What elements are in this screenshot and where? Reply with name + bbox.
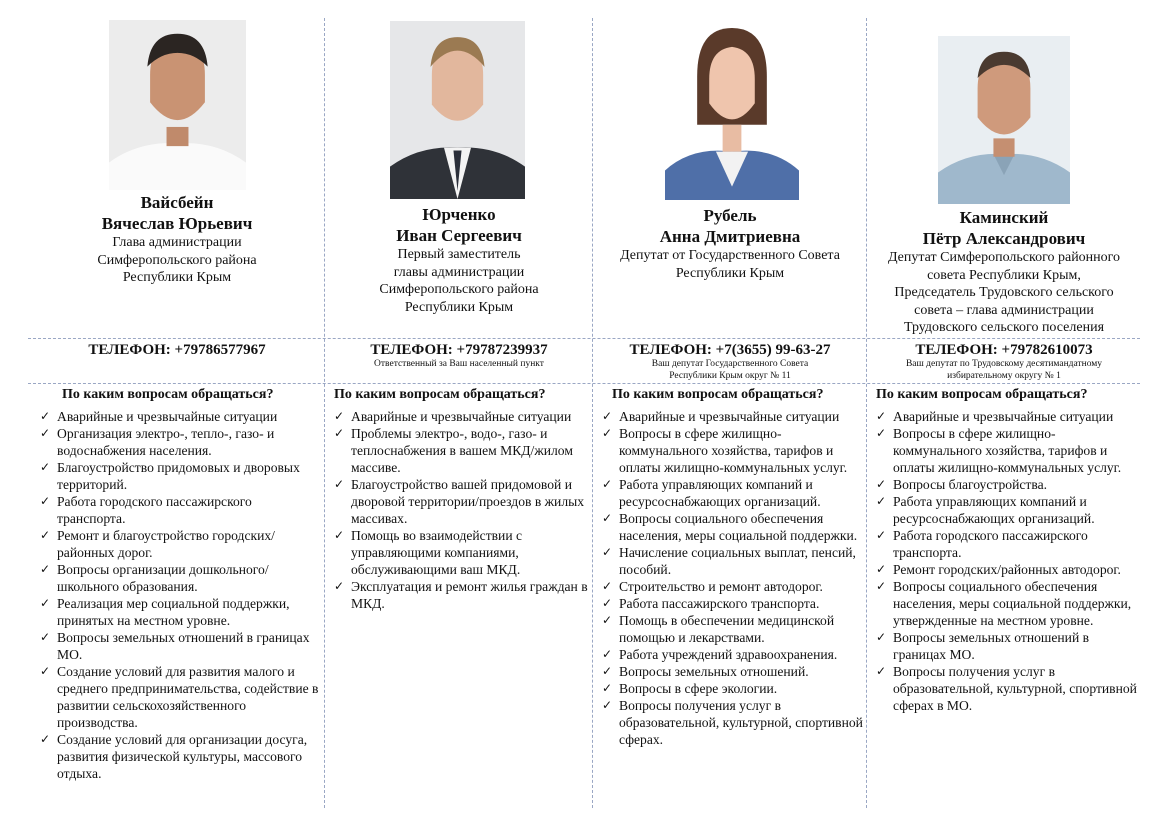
question-item (334, 425, 588, 476)
checkmark-icon: ✓ (602, 545, 613, 559)
checkmark-icon: ✓ (602, 426, 613, 440)
official-role-line: Республики Крым (404, 299, 514, 315)
official-role-line: Депутат Симферопольского районного (887, 250, 1121, 265)
question-item-text: Аварийные и чрезвычайные ситуации (893, 409, 1114, 424)
official-role-line: Депутат от Государственного Совета (620, 248, 840, 263)
official-card-kaminsky (868, 0, 1140, 827)
question-item (876, 629, 1138, 663)
checkmark-icon: ✓ (876, 630, 887, 644)
portrait-photo (938, 36, 1070, 204)
questions-list (602, 408, 864, 748)
checkmark-icon: ✓ (876, 562, 887, 576)
question-item-text: Работа управляющих компаний и ресурсоснабжающих организаций. (619, 477, 821, 509)
question-item (40, 731, 320, 782)
questions-list (40, 408, 320, 782)
official-role-line: Трудовского сельского поселения (903, 320, 1105, 335)
column-divider (866, 18, 867, 808)
question-item-text: Благоустройство вашей придомовой и дворовой территории/проездов в жилых массивах. (351, 477, 585, 526)
question-item-text: Организация электро-, тепло-, газо- и водоснабжения населения. (57, 426, 275, 458)
checkmark-icon: ✓ (876, 409, 887, 423)
question-item-text: Проблемы электро-, водо-, газо- и теплоснабжения в вашем МКД/жилом массиве. (351, 426, 573, 475)
checkmark-icon: ✓ (876, 426, 887, 440)
question-item-text: Эксплуатация и ремонт жилья граждан в МКД. (351, 579, 588, 611)
question-item (602, 578, 864, 595)
questions-list (334, 408, 588, 612)
checkmark-icon: ✓ (602, 681, 613, 695)
question-item (334, 578, 588, 612)
question-item-text: Начисление социальных выплат, пенсий, пособий. (619, 545, 856, 577)
checkmark-icon: ✓ (334, 426, 345, 440)
question-item-text: Строительство и ремонт автодорог. (619, 579, 823, 594)
question-item (602, 646, 864, 663)
checkmark-icon: ✓ (40, 630, 51, 644)
checkmark-icon: ✓ (334, 528, 345, 542)
official-role-line: Глава администрации (112, 235, 242, 250)
question-item (334, 476, 588, 527)
official-role-line: Первый заместитель (397, 247, 521, 262)
question-item-text: Помощь во взаимодействии с управляющими компаниями, обслуживающими ваш МКД. (351, 528, 523, 577)
official-role-line: Симферопольского района (379, 282, 539, 297)
question-item (602, 476, 864, 510)
question-item (876, 493, 1138, 527)
question-item-text: Вопросы социального обеспечения населения, меры социальной поддержки. (619, 511, 858, 543)
question-item (602, 408, 864, 425)
question-item-text: Работа городского пассажирского транспорта. (57, 494, 252, 526)
checkmark-icon: ✓ (602, 511, 613, 525)
questions-list (876, 408, 1138, 714)
official-role-line: Республики Крым (675, 265, 785, 281)
question-item (602, 544, 864, 578)
question-item (602, 680, 864, 697)
portrait-photo (109, 20, 246, 190)
question-item (602, 663, 864, 680)
question-item-text: Вопросы земельных отношений. (619, 664, 809, 679)
question-item (40, 629, 320, 663)
question-item-text: Аварийные и чрезвычайные ситуации (619, 409, 840, 424)
official-role-line: совета – глава администрации (914, 302, 1094, 318)
question-item-text: Вопросы земельных отношений в границах МО. (893, 630, 1090, 662)
question-item-text: Работа пассажирского транспорта. (619, 596, 820, 611)
question-item (40, 663, 320, 731)
questions-heading: По каким вопросам обращаться? (876, 387, 1088, 402)
checkmark-icon: ✓ (40, 664, 51, 678)
question-item (40, 561, 320, 595)
phone-number: ТЕЛЕФОН: +79786577967 (88, 342, 266, 358)
official-role-line: главы администрации (393, 264, 525, 280)
official-role-line: совета Республики Крым, (927, 267, 1081, 283)
question-item-text: Вопросы благоустройства. (893, 477, 1047, 492)
checkmark-icon: ✓ (876, 494, 887, 508)
checkmark-icon: ✓ (40, 596, 51, 610)
phone-note: Ваш депутат Государственного Совета Республики Крым округ № 11 (651, 359, 809, 381)
official-role-line: Председатель Трудовского сельского (894, 285, 1114, 300)
phone-note: Ответственный за Ваш населенный пункт (374, 359, 544, 369)
checkmark-icon: ✓ (40, 732, 51, 746)
checkmark-icon: ✓ (876, 579, 887, 593)
question-item-text: Вопросы земельных отношений в границах МО. (57, 630, 310, 662)
question-item (40, 527, 320, 561)
question-item (876, 663, 1138, 714)
checkmark-icon: ✓ (602, 579, 613, 593)
question-item-text: Ремонт городских/районных автодорог. (893, 562, 1121, 577)
question-item (40, 493, 320, 527)
official-card-vaisbein (30, 0, 324, 827)
question-item (602, 697, 864, 748)
questions-heading: По каким вопросам обращаться? (612, 387, 824, 402)
checkmark-icon: ✓ (876, 664, 887, 678)
checkmark-icon: ✓ (602, 647, 613, 661)
questions-heading: По каким вопросам обращаться? (62, 387, 274, 402)
checkmark-icon: ✓ (40, 426, 51, 440)
official-surname: Рубель (703, 206, 757, 225)
checkmark-icon: ✓ (602, 477, 613, 491)
question-item-text: Вопросы социального обеспечения населения, меры социальной поддержки, утвержденные на местном уровне. (893, 579, 1132, 628)
question-item (876, 561, 1138, 578)
question-item (602, 595, 864, 612)
question-item-text: Вопросы в сфере жилищно-коммунального хозяйства, тарифов и оплаты жилищно-коммунальных услуг. (619, 426, 848, 475)
question-item (334, 408, 588, 425)
portrait-photo (390, 21, 525, 199)
official-given-name: Иван Сергеевич (396, 226, 522, 245)
question-item (876, 578, 1138, 629)
phone-number: ТЕЛЕФОН: +7(3655) 99-63-27 (629, 342, 831, 358)
question-item (602, 425, 864, 476)
question-item (602, 510, 864, 544)
official-card-rubel (594, 0, 866, 827)
question-item-text: Вопросы в сфере жилищно-коммунального хозяйства, тарифов и оплаты жилищно-коммунальных услуг. (893, 426, 1122, 475)
question-item (40, 408, 320, 425)
checkmark-icon: ✓ (334, 409, 345, 423)
portrait-photo (665, 20, 799, 200)
official-surname: Юрченко (422, 205, 496, 224)
question-item (40, 459, 320, 493)
question-item (334, 527, 588, 578)
question-item-text: Работа управляющих компаний и ресурсоснабжающих организаций. (893, 494, 1095, 526)
checkmark-icon: ✓ (334, 579, 345, 593)
phone-number: ТЕЛЕФОН: +79787239937 (370, 342, 548, 358)
official-card-yurchenko (326, 0, 592, 827)
checkmark-icon: ✓ (40, 562, 51, 576)
checkmark-icon: ✓ (602, 664, 613, 678)
question-item-text: Вопросы получения услуг в образовательной, культурной, спортивной сферах. (619, 698, 863, 747)
question-item (40, 595, 320, 629)
checkmark-icon: ✓ (602, 409, 613, 423)
official-role-line: Республики Крым (122, 270, 232, 285)
question-item-text: Работа городского пассажирского транспорта. (893, 528, 1088, 560)
question-item-text: Благоустройство придомовых и дворовых территорий. (57, 460, 300, 492)
checkmark-icon: ✓ (334, 477, 345, 491)
question-item-text: Вопросы получения услуг в образовательной, культурной, спортивной сферах в МО. (893, 664, 1137, 713)
question-item (876, 425, 1138, 476)
checkmark-icon: ✓ (40, 494, 51, 508)
checkmark-icon: ✓ (876, 528, 887, 542)
question-item-text: Создание условий для организации досуга, развития физической культуры, массового отдыха. (57, 732, 308, 781)
official-role-line: Симферопольского района (97, 252, 257, 268)
question-item-text: Реализация мер социальной поддержки, принятых на местном уровне. (57, 596, 290, 628)
checkmark-icon: ✓ (876, 477, 887, 491)
checkmark-icon: ✓ (40, 528, 51, 542)
official-surname: Каминский (959, 208, 1049, 227)
official-surname: Вайсбейн (140, 193, 214, 212)
question-item-text: Помощь в обеспечении медицинской помощью и лекарствами. (619, 613, 835, 645)
question-item (602, 612, 864, 646)
question-item-text: Аварийные и чрезвычайные ситуации (57, 409, 278, 424)
column-divider (592, 18, 593, 808)
question-item-text: Аварийные и чрезвычайные ситуации (351, 409, 572, 424)
checkmark-icon: ✓ (602, 698, 613, 712)
checkmark-icon: ✓ (602, 613, 613, 627)
question-item (876, 408, 1138, 425)
checkmark-icon: ✓ (40, 409, 51, 423)
phone-number: ТЕЛЕФОН: +79782610073 (915, 342, 1093, 358)
question-item-text: Работа учреждений здравоохранения. (619, 647, 838, 662)
question-item (40, 425, 320, 459)
questions-heading: По каким вопросам обращаться? (334, 387, 546, 402)
checkmark-icon: ✓ (602, 596, 613, 610)
official-given-name: Анна Дмитриевна (659, 227, 801, 246)
question-item-text: Вопросы в сфере экологии. (619, 681, 778, 696)
question-item (876, 527, 1138, 561)
official-given-name: Пётр Александрович (922, 229, 1086, 248)
question-item-text: Создание условий для развития малого и среднего предпринимательства, содействие в развитии сельскохозяйственного производства. (57, 664, 319, 730)
phone-note: Ваш депутат по Трудовскому десятимандатному избирательному округу № 1 (905, 359, 1103, 381)
question-item-text: Вопросы организации дошкольного/школьного образования. (57, 562, 269, 594)
official-given-name: Вячеслав Юрьевич (101, 214, 253, 233)
question-item-text: Ремонт и благоустройство городских/районных дорог. (57, 528, 275, 560)
column-divider (324, 18, 325, 808)
checkmark-icon: ✓ (40, 460, 51, 474)
question-item (876, 476, 1138, 493)
